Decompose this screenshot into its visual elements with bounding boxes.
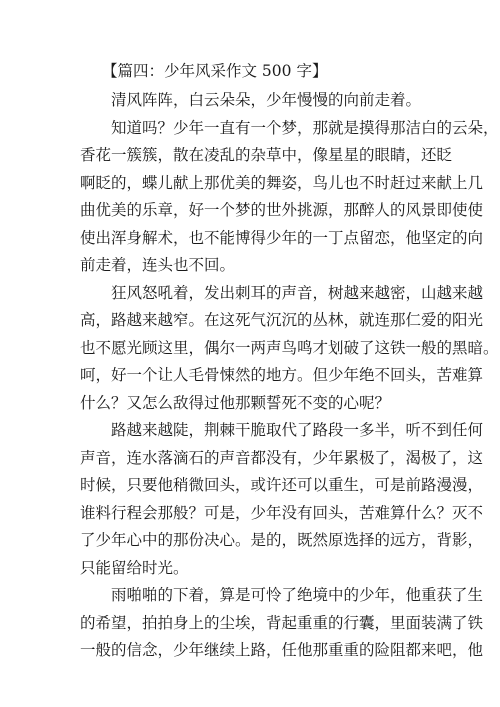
paragraph-line: 呵，好一个让人毛骨悚然的地方。但少年绝不回头，苦难算 (80, 366, 484, 384)
paragraph-line: 时候，只要他稍微回头，或许还可以重生，可是前路漫漫， (80, 476, 484, 494)
paragraph (80, 582, 484, 665)
paragraph (80, 115, 499, 280)
paragraph-line: 香花一簇簇，散在凌乱的杂草中，像星星的眼睛，还眨 (80, 146, 453, 164)
paragraph-line: 前走着，连头也不回。 (80, 256, 236, 274)
paragraph-line: 什么？又怎么敌得过他那颗誓死不变的心呢？ (80, 393, 391, 412)
paragraph (80, 87, 430, 115)
paragraph-line: 了少年心中的那份决心。是的，既然原选择的远方，背影， (80, 531, 484, 549)
paragraph-line: 声音，连水落滴石的声音都没有，少年累极了，渴极了，这 (80, 448, 484, 467)
article-heading: 【篇四：少年风采作文 500 字】 (102, 62, 328, 80)
paragraph-line: 的希望，拍拍身上的尘埃，背起重重的行囊，里面装满了铁 (80, 613, 484, 632)
paragraph-line: 只能留给时光。 (80, 558, 189, 577)
paragraph-line: 谁料行程会那般？可是，少年没有回头，苦难算什么？灭不 (80, 503, 484, 522)
article-body (80, 87, 499, 665)
paragraph-line: 啊眨的，蝶儿献上那优美的舞姿，鸟儿也不时赶过来献上几 (80, 173, 484, 192)
paragraph-line: 狂风怒吼着，发出刺耳的声音，树越来越密，山越来越 (111, 283, 484, 302)
paragraph-line: 一般的信念，少年继续上路，任他那重重的险阻都来吧，他 (80, 641, 484, 659)
paragraph (80, 417, 484, 582)
paragraph-line: 知道吗？少年一直有一个梦，那就是摸得那洁白的云朵， (111, 118, 499, 137)
paragraph-line: 雨啪啪的下着，算是可怜了绝境中的少年，他重获了生 (111, 586, 484, 604)
paragraph-line: 路越来越陡，荆棘干脆取代了路段一多半，听不到任何 (111, 421, 484, 439)
paragraph-line: 使出浑身解术，也不能博得少年的一丁点留恋，他坚定的向 (80, 228, 484, 247)
paragraph-line: 清风阵阵，白云朵朵，少年慢慢的向前走着。 (111, 91, 422, 109)
paragraph-line: 曲优美的乐章，好一个梦的世外挑源，那醉人的风景即使使 (80, 201, 484, 219)
paragraph (80, 280, 499, 418)
paragraph-line: 也不愿光顾这里，偶尔一两声鸟鸣才划破了这铁一般的黑暗。 (80, 338, 499, 357)
paragraph-line: 高，路越来越窄。在这死气沉沉的丛林，就连那仁爱的阳光 (80, 311, 484, 329)
